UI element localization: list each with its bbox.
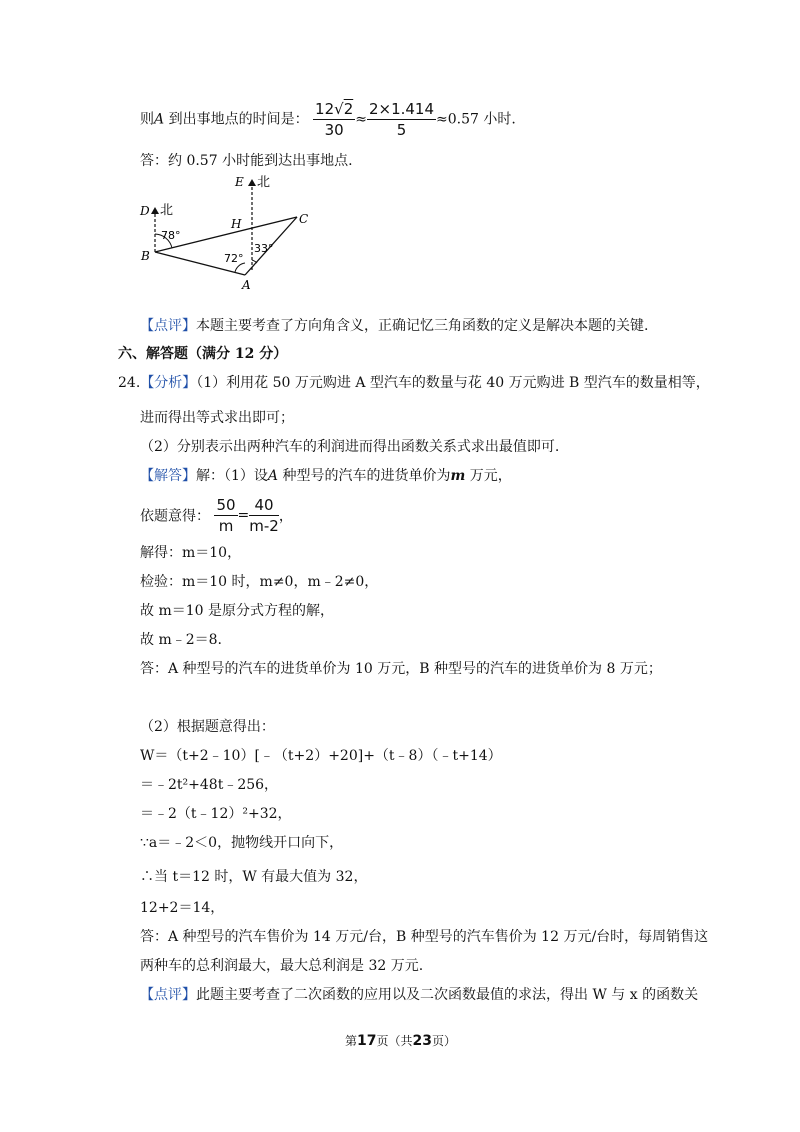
- analysis-tag: 【分析】: [140, 375, 197, 391]
- comment-1: 【点评】本题主要考查了方向角含义，正确记忆三角函数的定义是解决本题的关键.: [140, 318, 649, 334]
- part2-line8: 答：A 种型号的汽车售价为 14 万元/台，B 种型号的汽车售价为 12 万元/台时，每周销售这: [140, 929, 709, 945]
- so-line-1: 故 m＝10 是原分式方程的解，: [140, 603, 334, 619]
- label-north-left: 北: [160, 203, 174, 218]
- arrow-north-left: [151, 207, 159, 214]
- section-title: 六、解答题（满分 12 分）: [118, 346, 288, 362]
- angle-label-78: 78°: [161, 229, 181, 242]
- page-number-footer: 第17页（共23页）: [345, 1033, 457, 1049]
- equation-line: 依题意得： $\frac{50}{m}$ = $\frac{40}{m-2}$ ，: [140, 496, 293, 535]
- fraction-50-over-m: $\frac{50}{m}$: [216, 496, 236, 535]
- part2-line9: 两种车的总利润最大，最大总利润是 32 万元.: [140, 958, 424, 974]
- solution-tag: 【解答】: [140, 468, 196, 484]
- part2-line5: ∵a＝﹣2＜0，抛物线开口向下，: [140, 835, 344, 851]
- comment-tag: 【点评】: [140, 318, 196, 334]
- total-pages: 23: [412, 1033, 432, 1049]
- label-D: D: [140, 204, 150, 218]
- angle-label-72: 72°: [224, 252, 244, 265]
- q24-analysis-line2: 进而得出等式求出即可；: [140, 410, 294, 426]
- answer-line: 答：约 0.57 小时能到达出事地点.: [140, 153, 353, 169]
- answer-part1: 答：A 种型号的汽车的进货单价为 10 万元，B 种型号的汽车的进货单价为 8 万元；: [140, 661, 662, 677]
- angle-label-33: 33°: [254, 242, 274, 255]
- var-A: A: [154, 111, 165, 128]
- part2-line4: ＝﹣2（t﹣12）²+32，: [140, 806, 292, 822]
- direction-angle-figure: [135, 172, 315, 297]
- q24-analysis-line3: （2）分别表示出两种汽车的利润进而得出函数关系式求出最值即可.: [140, 439, 560, 455]
- question-number: 24.: [118, 375, 141, 391]
- time-calc-line: 则A 到出事地点的时间是： $\frac{12√2}{30}$ ≈ $\frac{2\times 1.414}{5}$ ≈0.57 小时.: [140, 100, 516, 139]
- label-B: B: [141, 249, 150, 263]
- label-north-top: 北: [257, 175, 271, 190]
- part2-line1: （2）根据题意得出：: [140, 719, 275, 735]
- label-C: C: [299, 212, 309, 226]
- solve-line: 解得：m＝10，: [140, 545, 242, 561]
- part2-line2: W＝（t+2﹣10）[﹣（t+2）+20]+（t﹣8）（﹣t+14）: [140, 748, 502, 764]
- part2-line3: ＝﹣2t²+48t﹣256，: [140, 777, 279, 793]
- arrow-north-top: [248, 179, 256, 186]
- label-H: H: [231, 217, 242, 231]
- check-line: 检验：m＝10 时，m≠0，m﹣2≠0，: [140, 574, 379, 590]
- fraction-12root2-over-30: $\frac{12√2}{30}$: [315, 100, 354, 139]
- label-E: E: [235, 175, 244, 189]
- fraction-40-over-m-2: $\frac{40}{m-2}$: [249, 496, 279, 535]
- part2-line6: ∴当 t＝12 时，W 有最大值为 32，: [140, 869, 368, 885]
- current-page: 17: [357, 1033, 377, 1049]
- comment-2: 【点评】此题主要考查了二次函数的应用以及二次函数最值的求法，得出 W 与 x 的函数关: [140, 987, 699, 1003]
- part2-line7: 12+2＝14，: [140, 900, 225, 916]
- so-line-2: 故 m﹣2＝8.: [140, 632, 222, 648]
- label-A: A: [242, 278, 251, 292]
- q24-solution-line1: 【解答】解：（1）设A 种型号的汽车的进货单价为m 万元，: [140, 468, 512, 484]
- fraction-2x1414-over-5: $\frac{2\times 1.414}{5}$: [368, 100, 435, 139]
- comment-tag-2: 【点评】: [140, 987, 196, 1003]
- q24-analysis-line1: 24.【分析】（1）利用花 50 万元购进 A 型汽车的数量与花 40 万元购进 B 型汽车的数量相等，: [118, 375, 710, 391]
